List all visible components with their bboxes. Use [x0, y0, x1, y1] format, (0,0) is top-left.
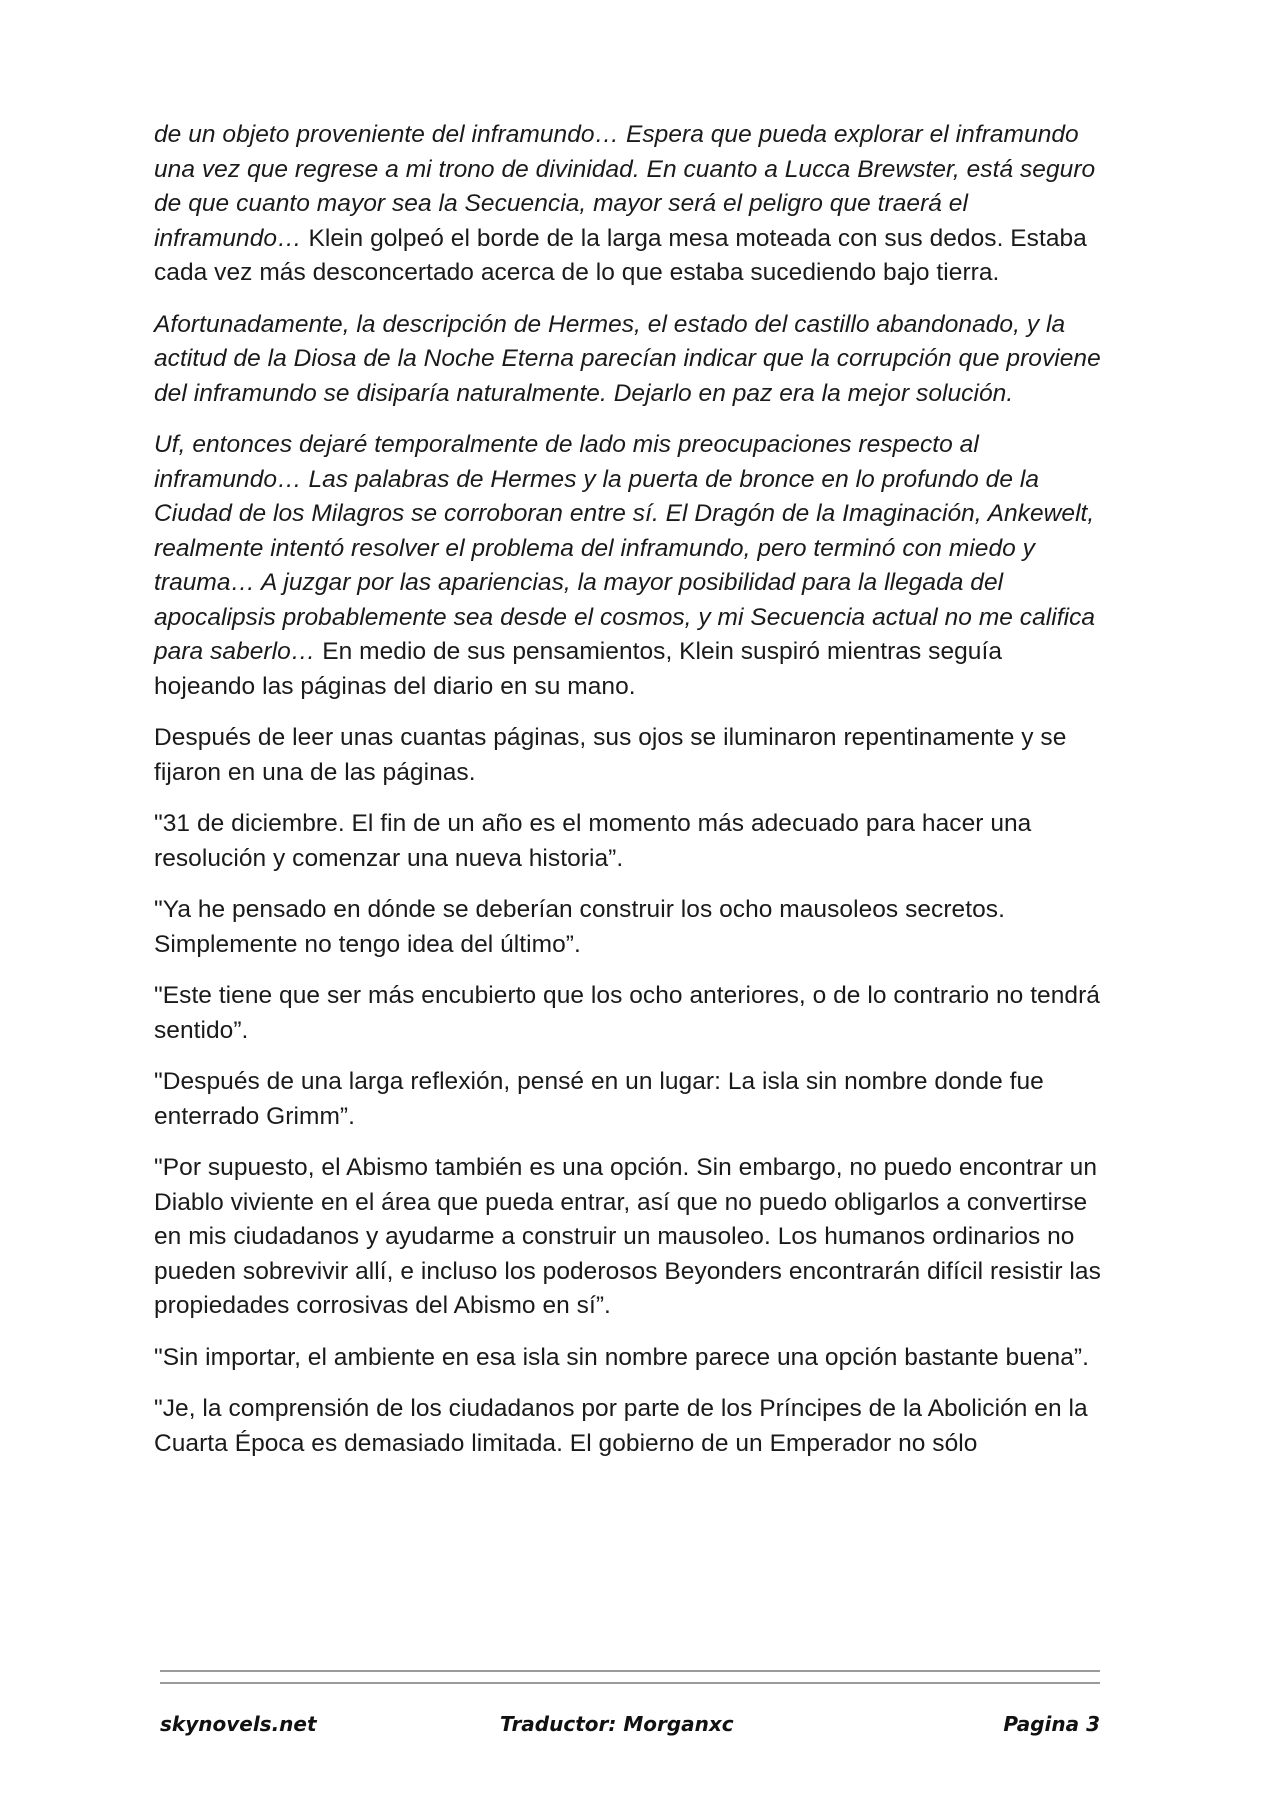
- paragraph-3: Uf, entonces dejaré temporalmente de lado mis preocupaciones respecto al inframundo… Las palabras de Hermes y la puerta de bronce en lo profundo de la Ciudad de los Milagros se corroboran entre sí. El Dragón de la Imaginación, Ankewelt, realmente intentó resolver el problema del inframundo, pero terminó con miedo y trauma… A juzgar por las apariencias, la mayor posibilidad para la llegada del apocalipsis probablemente sea desde el cosmos, y mi Secuencia actual no me califica para saberlo… En medio de sus pensamientos, Klein suspiró mientras seguía hojeando las páginas del diario en su mano.: [154, 431, 1096, 700]
- paragraph-7: "Este tiene que ser más encubierto que los ocho anteriores, o de lo contrario no tendrá sentido”.: [154, 982, 1100, 1044]
- paragraph-6: "Ya he pensado en dónde se deberían construir los ocho mausoleos secretos. Simplemente no tengo idea del último”.: [154, 896, 1005, 958]
- paragraph-1: de un objeto proveniente del inframundo… Espera que pueda explorar el inframundo una vez que regrese a mi trono de divinidad. En cuanto a Lucca Brewster, está seguro de que cuanto mayor sea la Secuencia, mayor será el peligro que traerá el inframundo… Klein golpeó el borde de la larga mesa moteada con sus dedos. Estaba cada vez más desconcertado acerca de lo que estaba sucediendo bajo tierra.: [154, 121, 1096, 286]
- footer-rule-top: [160, 1670, 1100, 1672]
- page-footer: [160, 1712, 1100, 1748]
- paragraph-2: Afortunadamente, la descripción de Hermes, el estado del castillo abandonado, y la actitud de la Diosa de la Noche Eterna parecían indicar que la corrupción que proviene del inframundo se disiparía naturalmente. Dejarlo en paz era la mejor solución.: [154, 310, 1101, 407]
- paragraph-4: Después de leer unas cuantas páginas, sus ojos se iluminaron repentinamente y se fijaron en una de las páginas.: [154, 724, 1067, 786]
- footer-page-number: Pagina 3: [1003, 1712, 1100, 1736]
- footer-site: skynovels.net: [160, 1712, 317, 1736]
- paragraph-9: "Por supuesto, el Abismo también es una opción. Sin embargo, no puedo encontrar un Diablo viviente en el área que pueda entrar, así que no puedo obligarlos a convertirse en mis ciudadanos y ayudarme a construir un mausoleo. Los humanos ordinarios no pueden sobrevivir allí, e incluso los poderosos Beyonders encontrarán difícil resistir las propiedades corrosivas del Abismo en sí”.: [154, 1154, 1101, 1319]
- footer-translator: Traductor: Morganxc: [500, 1712, 734, 1736]
- paragraph-11: "Je, la comprensión de los ciudadanos por parte de los Príncipes de la Abolición en la Cuarta Época es demasiado limitada. El gobierno de un Emperador no sólo: [154, 1395, 1088, 1457]
- footer-rule-bottom: [160, 1682, 1100, 1684]
- paragraph-8: "Después de una larga reflexión, pensé en un lugar: La isla sin nombre donde fue enterrado Grimm”.: [154, 1068, 1044, 1130]
- document-body: [154, 118, 1104, 1478]
- paragraph-5: "31 de diciembre. El fin de un año es el momento más adecuado para hacer una resolución y comenzar una nueva historia”.: [154, 810, 1032, 872]
- footer-divider: [160, 1670, 1100, 1694]
- paragraph-10: "Sin importar, el ambiente en esa isla sin nombre parece una opción bastante buena”.: [154, 1343, 1089, 1371]
